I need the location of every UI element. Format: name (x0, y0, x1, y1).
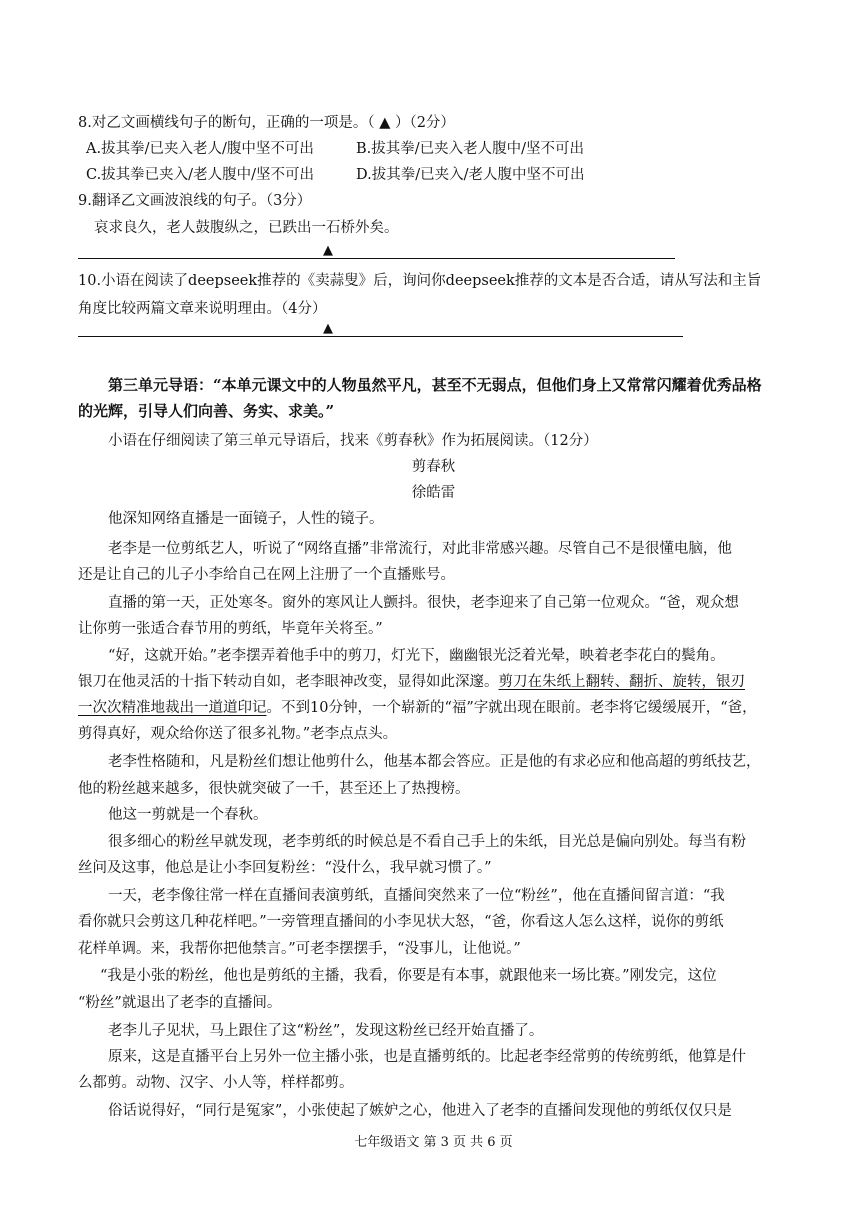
q9-answer-line (78, 258, 675, 259)
q8-option-d: D.拔其拳/已夹入/老人腹中坚不可出 (356, 167, 585, 183)
article-p4-line-3 (78, 696, 757, 717)
article-p4-line-2 (78, 670, 745, 691)
underlined-sentence-part-2: 一次次精准地裁出一道道印记 (78, 700, 267, 716)
article-p1: 他深知网络直播是一面镜子，人性的镜子。 (108, 511, 384, 527)
q10-line-2: 角度比较两篇文章来说明理由。（4分） (78, 301, 327, 317)
q8-option-a: A.拔其拳/已夹入老人/腹中坚不可出 (86, 141, 314, 157)
q9-stem: 9.翻译乙文画波浪线的句子。（3分） (78, 193, 312, 209)
article-p11-line-2: 么都剪。动物、汉字、小人等，样样都剪。 (78, 1075, 354, 1091)
q10-line-1: 10.小语在阅读了deepseek推荐的《卖蒜叟》后，询问你deepseek推荐的文本是否合适，请从写法和主旨 (78, 273, 762, 289)
q8-option-b: B.拔其拳/已夹入老人腹中/坚不可出 (356, 141, 585, 157)
q8-stem: 8.对乙文画横线句子的断句，正确的一项是。（ ▲ ）（2分） (78, 115, 455, 131)
article-p4-line-4: 剪得真好，观众给你送了很多礼物。”老李点点头。 (78, 726, 398, 742)
q9-sentence: 哀求良久，老人鼓腹纵之，已跌出一石桥外矣。 (94, 220, 399, 236)
article-author: 徐皓雷 (411, 485, 456, 501)
article-p4-line-2-plain: 银刀在他灵活的十指下转动自如，老李眼神改变，显得如此深邃。 (78, 674, 499, 690)
article-p9-line-2: “粉丝”就退出了老李的直播间。 (78, 995, 282, 1011)
article-p2-line-1: 老李是一位剪纸艺人，听说了“网络直播”非常流行，对此非常感兴趣。尽管自己不是很懂电脑，他 (108, 541, 732, 557)
unit3-task: 小语在仔细阅读了第三单元导语后，找来《剪春秋》作为拓展阅读。（12分） (108, 433, 598, 449)
article-p4-line-1: “好，这就开始。”老李摆弄着他手中的剪刀，灯光下，幽幽银光泛着光晕，映着老李花白的鬓角。 (108, 648, 725, 664)
article-p8-line-1: 一天，老李像往常一样在直播间表演剪纸，直播间突然来了一位“粉丝”，他在直播间留言道：“我 (108, 888, 725, 904)
article-p7-line-2: 丝问及这事，他总是让小李回复粉丝：“没什么，我早就习惯了。” (78, 860, 492, 876)
page-footer: 七年级语文 第 3 页 共 6 页 (354, 1135, 513, 1150)
article-p5-line-1: 老李性格随和，凡是粉丝们想让他剪什么，他基本都会答应。正是他的有求必应和他高超的剪纸技艺， (108, 754, 761, 770)
article-p11-line-1: 原来，这是直播平台上另外一位主播小张，也是直播剪纸的。比起老李经常剪的传统剪纸，他算是什 (108, 1049, 746, 1065)
article-p7-line-1: 很多细心的粉丝早就发现，老李剪纸的时候总是不看自己手上的朱纸，目光总是偏向别处。每当有粉 (108, 834, 746, 850)
article-p2-line-2: 还是让自己的儿子小李给自己在网上注册了一个直播账号。 (78, 567, 455, 583)
article-p12-line-1: 俗话说得好，“同行是冤家”，小张使起了嫉妒之心，他进入了老李的直播间发现他的剪纸仅仅只是 (108, 1103, 732, 1119)
q9-answer-mark: ▲ (323, 243, 333, 258)
article-p6: 他这一剪就是一个春秋。 (108, 807, 268, 823)
underlined-sentence-part-1: 剪刀在朱纸上翻转、翻折、旋转，银刃 (498, 674, 745, 690)
q10-answer-mark: ▲ (323, 321, 333, 336)
article-p5-line-2: 他的粉丝越来越多，很快就突破了一千，甚至还上了热搜榜。 (78, 781, 470, 797)
article-title: 剪春秋 (411, 459, 456, 475)
article-p3-line-2: 让你剪一张适合春节用的剪纸，毕竟年关将至。” (78, 621, 383, 637)
article-p8-line-2: 看你就只会剪这几种花样吧。”一旁管理直播间的小李见状大怒，“爸，你看这人怎么这样，说你的剪纸 (78, 914, 724, 930)
q8-option-c: C.拔其拳已夹入/老人腹中/坚不可出 (86, 167, 314, 183)
article-p10: 老李儿子见状，马上跟住了这“粉丝”，发现这粉丝已经开始直播了。 (108, 1023, 544, 1039)
article-p9-line-1: “我是小张的粉丝，他也是剪纸的主播，我看，你要是有本事，就跟他来一场比赛。”刚发完，这位 (100, 968, 717, 984)
q10-answer-line (78, 336, 683, 337)
unit3-intro-line-1: 第三单元导语：“本单元课文中的人物虽然平凡，甚至不无弱点，但他们身上又常常闪耀着优秀品格 (108, 376, 762, 394)
article-p8-line-3: 花样单调。来，我帮你把他禁言。”可老李摆摆手，“没事儿，让他说。” (78, 941, 521, 957)
article-p4-line-3-plain: 。不到10分钟，一个崭新的“福”字就出现在眼前。老李将它缓缓展开，“爸， (266, 700, 757, 716)
article-p3-line-1: 直播的第一天，正处寒冬。窗外的寒风让人颤抖。很快，老李迎来了自己第一位观众。“爸，观众想 (108, 595, 739, 611)
unit3-intro-line-2: 的光辉，引导人们向善、务实、求美。” (78, 402, 335, 420)
